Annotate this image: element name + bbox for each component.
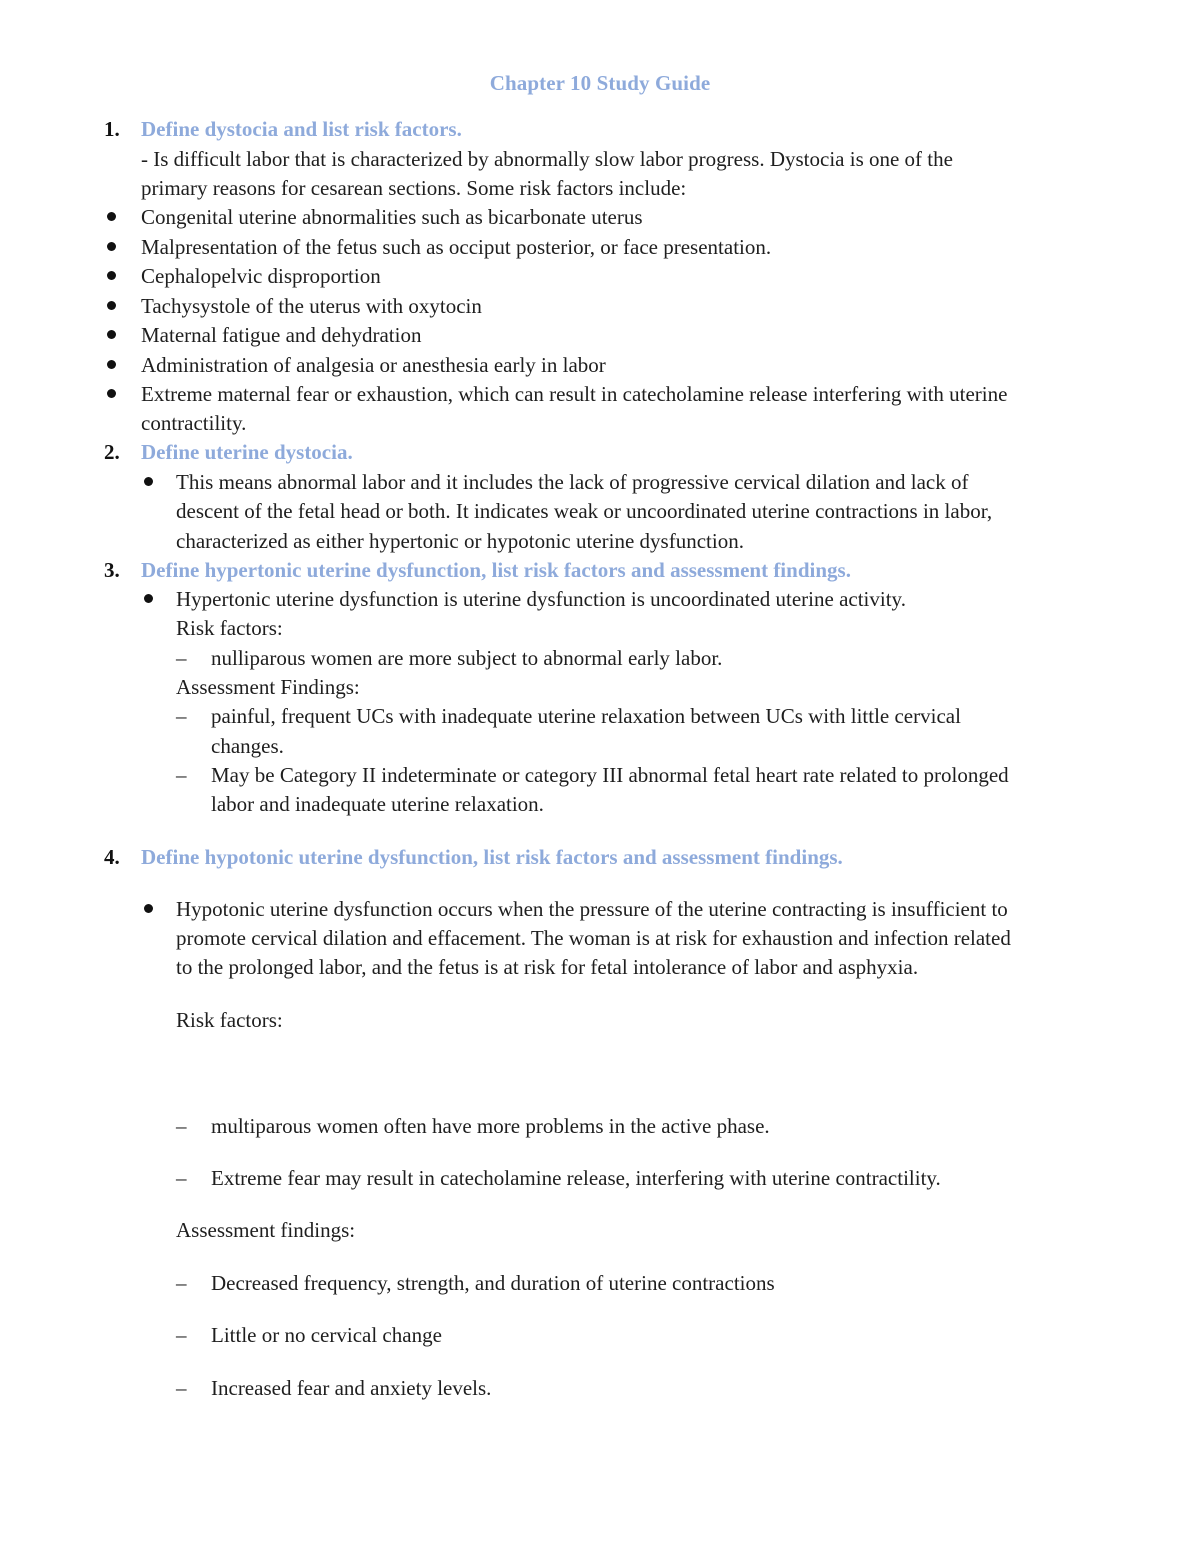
bullet-icon [107,242,116,251]
dash-icon: – [176,1166,187,1190]
dash-icon: – [176,646,187,670]
bullet-icon [107,271,116,280]
section-4-text-line: promote cervical dilation and effacement. The woman is at risk for exhaustion and infection related [176,926,1011,950]
section-4-risk-label: Risk factors: [176,1008,283,1032]
list-item: Tachysystole of the uterus with oxytocin [141,294,482,318]
section-1-intro-line-2: primary reasons for cesarean sections. Some risk factors include: [141,176,687,200]
list-item: Extreme fear may result in catecholamine release, interfering with uterine contractility. [211,1166,941,1190]
section-1-number: 1. [104,117,120,141]
page-title: Chapter 10 Study Guide [489,71,711,95]
section-3-heading: Define hypertonic uterine dysfunction, list risk factors and assessment findings. [141,558,851,582]
dash-icon: – [176,1376,187,1400]
list-item: Maternal fatigue and dehydration [141,323,422,347]
section-4-heading: Define hypotonic uterine dysfunction, list risk factors and assessment findings. [141,845,843,869]
list-item-continuation: labor and inadequate uterine relaxation. [211,792,544,816]
bullet-icon [144,904,153,913]
bullet-icon [107,389,116,398]
list-item: Increased fear and anxiety levels. [211,1376,492,1400]
list-item-continuation: contractility. [141,411,247,435]
bullet-icon [107,212,116,221]
section-2-number: 2. [104,440,120,464]
section-2-text-line: This means abnormal labor and it includes the lack of progressive cervical dilation and lack of [176,470,969,494]
bullet-icon [107,301,116,310]
list-item-continuation: changes. [211,734,284,758]
section-4-text-line: Hypotonic uterine dysfunction occurs when the pressure of the uterine contracting is insufficient to [176,897,1008,921]
section-3-definition: Hypertonic uterine dysfunction is uterine dysfunction is uncoordinated uterine activity. [176,587,906,611]
list-item: multiparous women often have more problems in the active phase. [211,1114,770,1138]
dash-icon: – [176,1323,187,1347]
section-2-text-line: descent of the fetal head or both. It indicates weak or uncoordinated uterine contractions in labor, [176,499,993,523]
section-3-number: 3. [104,558,120,582]
bullet-icon [144,477,153,486]
list-item: Extreme maternal fear or exhaustion, which can result in catecholamine release interfering with uterine [141,382,1008,406]
section-4-assessment-label: Assessment findings: [176,1218,356,1242]
section-4-number: 4. [104,845,120,869]
bullet-icon [107,360,116,369]
section-1-heading: Define dystocia and list risk factors. [141,117,462,141]
list-item: Administration of analgesia or anesthesia early in labor [141,353,606,377]
list-item: Little or no cervical change [211,1323,442,1347]
bullet-icon [107,330,116,339]
list-item: Congenital uterine abnormalities such as bicarbonate uterus [141,205,643,229]
section-2-heading: Define uterine dystocia. [141,440,353,464]
dash-icon: – [176,1114,187,1138]
list-item: Malpresentation of the fetus such as occiput posterior, or face presentation. [141,235,772,259]
list-item: nulliparous women are more subject to abnormal early labor. [211,646,723,670]
dash-icon: – [176,763,187,787]
list-item: painful, frequent UCs with inadequate uterine relaxation between UCs with little cervical [211,704,961,728]
list-item: Decreased frequency, strength, and duration of uterine contractions [211,1271,775,1295]
section-1-intro-line-1: - Is difficult labor that is characterized by abnormally slow labor progress. Dystocia is one of the [141,147,953,171]
dash-icon: – [176,1271,187,1295]
bullet-icon [144,594,153,603]
section-4-text-line: to the prolonged labor, and the fetus is at risk for fetal intolerance of labor and asphyxia. [176,955,919,979]
dash-icon: – [176,704,187,728]
list-item: May be Category II indeterminate or category III abnormal fetal heart rate related to prolonged [211,763,1009,787]
list-item: Cephalopelvic disproportion [141,264,381,288]
section-3-assessment-label: Assessment Findings: [176,675,360,699]
section-2-text-line: characterized as either hypertonic or hypotonic uterine dysfunction. [176,529,744,553]
section-3-risk-label: Risk factors: [176,616,283,640]
